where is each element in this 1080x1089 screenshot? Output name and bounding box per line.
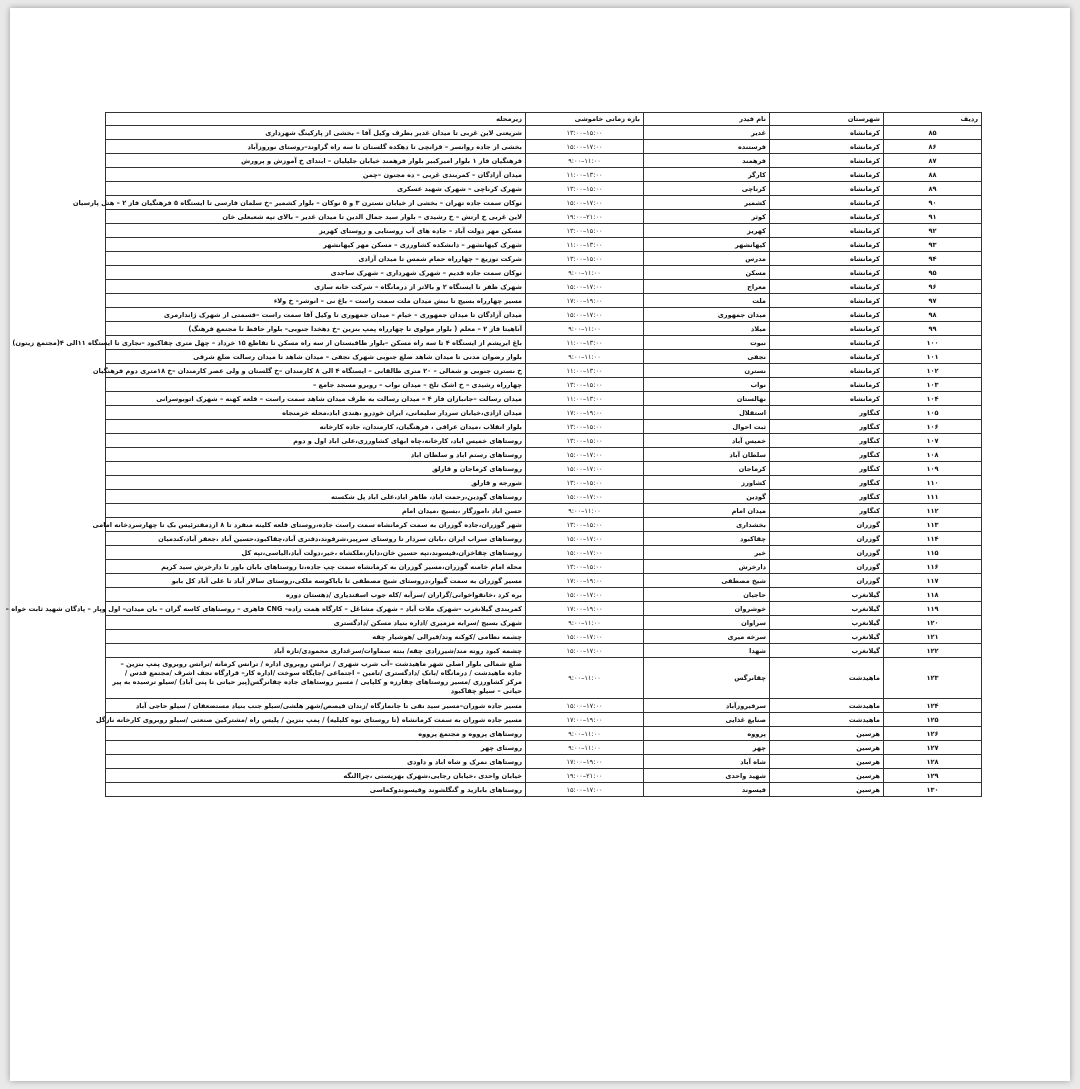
time-range-cell: ۹:۰۰–۱۱:۰۰	[526, 727, 644, 741]
feeder-cell: کشمیر	[644, 196, 770, 210]
table-row	[106, 140, 982, 154]
feeder-cell: نهالستان	[644, 392, 770, 406]
time-range-cell: ۱۵:۰۰–۱۷:۰۰	[526, 140, 644, 154]
area-cell: بلوار رضوان مدنی تا میدان شاهد ضلع جنوبی شهرک نجفی – میدان شاهد تا میدان رسالت ضلع شرقی	[106, 350, 526, 364]
city-cell: کرمانشاه	[770, 168, 884, 182]
time-range-cell: ۱۷:۰۰–۱۹:۰۰	[526, 294, 644, 308]
feeder-cell: میدان امام	[644, 504, 770, 518]
feeder-cell: میدان جمهوری	[644, 308, 770, 322]
time-range-cell: ۹:۰۰–۱۱:۰۰	[526, 616, 644, 630]
area-cell: نوکان سمت جاده قدیم – شهرک شهرداری – شهرک ساجدی	[106, 266, 526, 280]
time-range-cell: ۱۵:۰۰–۱۷:۰۰	[526, 546, 644, 560]
header-time: بازه زمانی خاموشی	[526, 113, 644, 126]
area-cell: بخشی از جاده روانسر – قزانچی تا دهکده گلستان تا سه راه گراوند–روستای نوروزآباد	[106, 140, 526, 154]
area-cell: حسن اباد ،اموزگار ،بسیج ،میدان امام	[106, 504, 526, 518]
city-cell: گیلانغرب	[770, 616, 884, 630]
area-cell: شهرک ظفر تا ایستگاه ۲ و بالاتر از درمانگاه – شرکت خانه سازی	[106, 280, 526, 294]
table-row	[106, 406, 982, 420]
table-row	[106, 490, 982, 504]
city-cell: هرسین	[770, 783, 884, 797]
row-number-cell: ۹۹	[884, 322, 982, 336]
feeder-cell: استقلال	[644, 406, 770, 420]
feeder-cell: بخشداری	[644, 518, 770, 532]
feeder-cell: سراوان	[644, 616, 770, 630]
table-row	[106, 420, 982, 434]
city-cell: کرمانشاه	[770, 364, 884, 378]
time-range-cell: ۱۹:۰۰–۲۱:۰۰	[526, 769, 644, 783]
city-cell: ماهیدشت	[770, 713, 884, 727]
feeder-cell: نجفی	[644, 350, 770, 364]
time-range-cell: ۱۱:۰۰–۱۳:۰۰	[526, 392, 644, 406]
area-cell: چهارراه رشیدی – خ اشک تلخ – میدان نواب – روبرو مسجد جامع –	[106, 378, 526, 392]
row-number-cell: ۱۱۴	[884, 532, 982, 546]
area-cell: شورجه و قارلق	[106, 476, 526, 490]
time-range-cell: ۹:۰۰–۱۱:۰۰	[526, 266, 644, 280]
row-number-cell: ۱۲۰	[884, 616, 982, 630]
city-cell: کنگاور	[770, 504, 884, 518]
city-cell: گوزران	[770, 518, 884, 532]
row-number-cell: ۹۶	[884, 280, 982, 294]
feeder-cell: چقاکبود	[644, 532, 770, 546]
table-row	[106, 476, 982, 490]
time-range-cell: ۹:۰۰–۱۱:۰۰	[526, 322, 644, 336]
time-range-cell: ۱۳:۰۰–۱۵:۰۰	[526, 378, 644, 392]
city-cell: کرمانشاه	[770, 322, 884, 336]
time-range-cell: ۹:۰۰–۱۱:۰۰	[526, 154, 644, 168]
row-number-cell: ۸۶	[884, 140, 982, 154]
area-cell: شرکت توزیع – چهارراه حمام شمس تا میدان آزادی	[106, 252, 526, 266]
row-number-cell: ۱۱۰	[884, 476, 982, 490]
feeder-cell: خیر	[644, 546, 770, 560]
city-cell: کرمانشاه	[770, 238, 884, 252]
table-row	[106, 658, 982, 699]
row-number-cell: ۱۰۳	[884, 378, 982, 392]
row-number-cell: ۹۳	[884, 238, 982, 252]
feeder-cell: نواب	[644, 378, 770, 392]
area-cell: بلوار انقلاب ،میدان عراقی ، فرهنگیان، کارمندان، جاده کارخانه	[106, 420, 526, 434]
row-number-cell: ۱۱۹	[884, 602, 982, 616]
row-number-cell: ۱۰۶	[884, 420, 982, 434]
row-number-cell: ۱۲۴	[884, 699, 982, 713]
area-cell: شهر گوزران،جاده گوزران به سمت کرمانشاه سمت راست جاده،روستای قلعه کلینه منفرد تا ۸ ازدمفترئیس بک تا چهارسردخانه امامی	[106, 518, 526, 532]
city-cell: هرسین	[770, 727, 884, 741]
area-cell: میدان آزادگان – کمربندی غربی – ده مجنون –چمن	[106, 168, 526, 182]
area-cell: میدان رسالت –جانبازان فاز ۴ – میدان رسالت به طرف میدان شاهد سمت راست – قلعه کهنه – شهرک اتوبوسرانی	[106, 392, 526, 406]
table-row	[106, 644, 982, 658]
table-body	[5, 126, 982, 797]
row-number-cell: ۱۲۱	[884, 630, 982, 644]
city-cell: کرمانشاه	[770, 182, 884, 196]
row-number-cell: ۹۰	[884, 196, 982, 210]
feeder-cell: پرووه	[644, 727, 770, 741]
area-cell: مسیر جاده شوران به سمت کرمانشاه (تا روستای نوه کلیلیه) / پمپ بنزین / پلیس راه /مشترکین صنعتی /سیلو روبروی کارخانه نازگل	[106, 713, 526, 727]
table-row	[106, 574, 982, 588]
table-row	[106, 350, 982, 364]
row-number-cell: ۱۱۷	[884, 574, 982, 588]
area-cell: روستاهای گودین،رحمت اباد، ظاهر اباد،علی اباد پل شکسته	[106, 490, 526, 504]
table-row	[106, 713, 982, 727]
area-cell: خیابان واحدی ،خیابان رجایی،شهرک بهزیستی ،چراالنگه	[106, 769, 526, 783]
area-cell: روستاهای چقاخزان،قیسوند،تپه حسین خان،دایاز،ملکشاه ،خیر،دولت آباد،الیاسی،تپه کل	[106, 546, 526, 560]
feeder-cell: شیخ مصطفی	[644, 574, 770, 588]
city-cell: هرسین	[770, 755, 884, 769]
city-cell: گیلانغرب	[770, 602, 884, 616]
area-cell: روستاهای کرماجان و قارلق	[106, 462, 526, 476]
feeder-cell: ملت	[644, 294, 770, 308]
area-cell: میدان آزادگان تا میدان جمهوری – خیام – میدان جمهوری تا وکیل آقا سمت راست –قسمتی از شهرک ژاندارمری	[106, 308, 526, 322]
city-cell: کرمانشاه	[770, 294, 884, 308]
time-range-cell: ۱۵:۰۰–۱۷:۰۰	[526, 308, 644, 322]
row-number-cell: ۱۰۰	[884, 336, 982, 350]
time-range-cell: ۱۵:۰۰–۱۷:۰۰	[526, 630, 644, 644]
row-number-cell: ۱۱۳	[884, 518, 982, 532]
table-row	[106, 238, 982, 252]
feeder-cell: غدیر	[644, 126, 770, 140]
city-cell: گوزران	[770, 546, 884, 560]
time-range-cell: ۱۳:۰۰–۱۵:۰۰	[526, 420, 644, 434]
city-cell: کنگاور	[770, 406, 884, 420]
table-row	[106, 727, 982, 741]
area-cell: روستاهای نمرک و شاه اباد و داودی	[106, 755, 526, 769]
feeder-cell: مدرس	[644, 252, 770, 266]
feeder-cell: کشاورز	[644, 476, 770, 490]
row-number-cell: ۱۱۸	[884, 588, 982, 602]
feeder-cell: سرفیروزآباد	[644, 699, 770, 713]
row-number-cell: ۱۲۸	[884, 755, 982, 769]
time-range-cell: ۱۹:۰۰–۲۱:۰۰	[526, 210, 644, 224]
feeder-cell: نسترن	[644, 364, 770, 378]
row-number-cell: ۸۸	[884, 168, 982, 182]
time-range-cell: ۱۵:۰۰–۱۷:۰۰	[526, 196, 644, 210]
table-row	[106, 434, 982, 448]
table-row	[106, 168, 982, 182]
table-row	[106, 392, 982, 406]
time-range-cell: ۱۵:۰۰–۱۷:۰۰	[526, 280, 644, 294]
area-cell: نوکان سمت جاده تهران – بخشی از خیابان نسترن ۳ و ۵ نوکان – بلوار کشمیر –خ سلمان فارسی تا ایستگاه ۵ فرهنگیان فاز ۲ – هتل پارسیان	[106, 196, 526, 210]
time-range-cell: ۱۱:۰۰–۱۳:۰۰	[526, 336, 644, 350]
time-range-cell: ۱۱:۰۰–۱۳:۰۰	[526, 238, 644, 252]
time-range-cell: ۱۵:۰۰–۱۷:۰۰	[526, 532, 644, 546]
row-number-cell: ۹۱	[884, 210, 982, 224]
time-range-cell: ۹:۰۰–۱۱:۰۰	[526, 504, 644, 518]
table-row	[106, 308, 982, 322]
city-cell: گیلانغرب	[770, 644, 884, 658]
table-row	[106, 699, 982, 713]
feeder-cell: میلاد	[644, 322, 770, 336]
feeder-cell: سلطان آباد	[644, 448, 770, 462]
feeder-cell: مسکن	[644, 266, 770, 280]
area-cell: میدان ازادی،خیابان سردار سلیمانی، ایران خودرو ،هندی اباد،محله خرمنجاه	[106, 406, 526, 420]
row-number-cell: ۱۰۸	[884, 448, 982, 462]
time-range-cell: ۱۳:۰۰–۱۵:۰۰	[526, 126, 644, 140]
header-feeder: نام فیدر	[644, 113, 770, 126]
row-number-cell: ۹۸	[884, 308, 982, 322]
time-range-cell: ۱۵:۰۰–۱۷:۰۰	[526, 462, 644, 476]
city-cell: کرمانشاه	[770, 154, 884, 168]
city-cell: کرمانشاه	[770, 378, 884, 392]
area-cell: مسیر گوزران به سمت گیوار،دروستای شیخ مصطفی تا باباکوسه ملکی،روستای سالار آباد تا علی آباد کل بابو	[106, 574, 526, 588]
row-number-cell: ۱۱۲	[884, 504, 982, 518]
table-row	[106, 755, 982, 769]
time-range-cell: ۹:۰۰–۱۱:۰۰	[526, 350, 644, 364]
row-number-cell: ۱۰۹	[884, 462, 982, 476]
time-range-cell: ۱۳:۰۰–۱۵:۰۰	[526, 434, 644, 448]
area-cell: فرهنگیان فاز ۱ بلوار امیرکبیر بلوار فرهمند خیابان جلیلیان – ابتدای خ آموزش و پرورش	[106, 154, 526, 168]
time-range-cell: ۱۷:۰۰–۱۹:۰۰	[526, 602, 644, 616]
area-cell: شهرک بسیج /سرابه مزمیری /اداره بنیاد مسکن /دادگستری	[106, 616, 526, 630]
row-number-cell: ۸۹	[884, 182, 982, 196]
document-page	[5, 8, 1070, 1081]
feeder-cell: حاجیان	[644, 588, 770, 602]
city-cell: کرمانشاه	[770, 308, 884, 322]
feeder-cell: خمیس آباد	[644, 434, 770, 448]
row-number-cell: ۹۲	[884, 224, 982, 238]
time-range-cell: ۱۵:۰۰–۱۷:۰۰	[526, 783, 644, 797]
area-cell: چشمه کبود روته مند/شیرزادی چقه/ بنته سماوات/سرغداری محمودی/تازه آباد	[106, 644, 526, 658]
city-cell: کرمانشاه	[770, 210, 884, 224]
area-cell: شهرک کیهانشهر – دانشکده کشاورزی – مسکن مهر کیهانشهر	[106, 238, 526, 252]
area-cell: آناهیتا فاز ۲ – معلم ( بلوار مولوی تا چهارراه پمپ بنزین –خ دهخدا جنوبی– بلوار حافظ تا مجتمع فرهنگ)	[106, 322, 526, 336]
row-number-cell: ۱۲۷	[884, 741, 982, 755]
feeder-cell: فرهمند	[644, 154, 770, 168]
area-cell: مسیر جاده شوران–مسیر سید نقی تا جانمازگاه /زندان قیصص/شهر هلشی/سیلو جنب بنیاد مستضعفان / سیلو حاجی آباد	[106, 699, 526, 713]
header-row-number: ردیف	[884, 113, 982, 126]
row-number-cell: ۱۱۱	[884, 490, 982, 504]
time-range-cell: ۱۵:۰۰–۱۷:۰۰	[526, 448, 644, 462]
area-cell: روستاهای بابازید و گنگلشوند وقیسوندوکماسی	[106, 783, 526, 797]
row-number-cell: ۱۰۷	[884, 434, 982, 448]
row-number-cell: ۱۰۱	[884, 350, 982, 364]
time-range-cell: ۱۵:۰۰–۱۷:۰۰	[526, 588, 644, 602]
table-row	[106, 532, 982, 546]
time-range-cell: ۱۷:۰۰–۱۹:۰۰	[526, 574, 644, 588]
time-range-cell: ۹:۰۰–۱۱:۰۰	[526, 658, 644, 699]
table-row	[106, 182, 982, 196]
feeder-cell: کوثر	[644, 210, 770, 224]
area-cell: کمربندی گیلانغرب –شهرک ملات آباد – شهرک مشاغل – کارگاه همت زاده– CNG قاهری – روستاهای کاسه گران – بان میدان– اول وپار – پادگان شهید ثابت خواه –	[106, 602, 526, 616]
table-row	[106, 769, 982, 783]
time-range-cell: ۱۳:۰۰–۱۵:۰۰	[526, 518, 644, 532]
row-number-cell: ۱۰۲	[884, 364, 982, 378]
city-cell: کرمانشاه	[770, 266, 884, 280]
table-row	[106, 266, 982, 280]
city-cell: کرمانشاه	[770, 336, 884, 350]
area-cell: مسکن مهر دولت آباد – جاده های آب روستایی و روستای کهریز	[106, 224, 526, 238]
city-cell: گوزران	[770, 560, 884, 574]
header-city: شهرستان	[770, 113, 884, 126]
table-row	[106, 252, 982, 266]
row-number-cell: ۱۲۵	[884, 713, 982, 727]
city-cell: کنگاور	[770, 420, 884, 434]
feeder-cell: ثبت احوال	[644, 420, 770, 434]
table-row	[106, 741, 982, 755]
time-range-cell: ۱۵:۰۰–۱۷:۰۰	[526, 644, 644, 658]
area-cell: چشمه نظامی /کوکنه وند/قیرالی /هوشیار چقه	[106, 630, 526, 644]
table-row	[106, 783, 982, 797]
row-number-cell: ۱۰۵	[884, 406, 982, 420]
time-range-cell: ۱۳:۰۰–۱۵:۰۰	[526, 224, 644, 238]
city-cell: کرمانشاه	[770, 140, 884, 154]
time-range-cell: ۱۷:۰۰–۱۹:۰۰	[526, 713, 644, 727]
row-number-cell: ۸۵	[884, 126, 982, 140]
row-number-cell: ۹۴	[884, 252, 982, 266]
feeder-cell: شهدا	[644, 644, 770, 658]
city-cell: کنگاور	[770, 448, 884, 462]
area-cell: محله امام خامنه گوزران،مسیر گوزران به کرمانشاه سمت چپ جاده،تا روستاهای بابان باور تا دارخرش سید کریم	[106, 560, 526, 574]
city-cell: کنگاور	[770, 434, 884, 448]
feeder-cell: شاه آباد	[644, 755, 770, 769]
row-number-cell: ۱۱۵	[884, 546, 982, 560]
outage-schedule-table	[5, 112, 982, 797]
row-number-cell: ۸۷	[884, 154, 982, 168]
row-number-cell: ۱۲۳	[884, 658, 982, 699]
city-cell: کنگاور	[770, 462, 884, 476]
area-cell: روستای چهر	[106, 741, 526, 755]
table-row	[106, 294, 982, 308]
city-cell: ماهیدشت	[770, 658, 884, 699]
time-range-cell: ۹:۰۰–۱۱:۰۰	[526, 741, 644, 755]
area-cell: روستاهای سراب ایران ،بابان سردار تا روستای سرپیر،شرفوند،دفتری آباد،چقاکبود،حسین آباد ،جعفر آباد،کندمیان	[106, 532, 526, 546]
table-row	[106, 126, 982, 140]
area-cell: روستاهای پرووه و مجتمع پرووه	[106, 727, 526, 741]
table-row	[106, 322, 982, 336]
area-cell: شریعتی لاین غربی تا میدان غدیر بطرف وکیل آقا – بخشی از پارکینگ شهرداری	[106, 126, 526, 140]
time-range-cell: ۱۷:۰۰–۱۹:۰۰	[526, 755, 644, 769]
table-row	[106, 602, 982, 616]
feeder-cell: دارخرش	[644, 560, 770, 574]
area-cell: بره کرد ،خانقواخوانی/گراران /سرآبه /کله جوب اسفندیاری /دهستان دوره	[106, 588, 526, 602]
feeder-cell: معراج	[644, 280, 770, 294]
city-cell: گوزران	[770, 574, 884, 588]
time-range-cell: ۱۵:۰۰–۱۷:۰۰	[526, 699, 644, 713]
table-header-row	[106, 113, 982, 126]
table-row	[106, 560, 982, 574]
area-cell: شهرک کرناچی – شهرک شهید عسکری	[106, 182, 526, 196]
feeder-cell: صنایع غذایی	[644, 713, 770, 727]
row-number-cell: ۱۲۲	[884, 644, 982, 658]
time-range-cell: ۱۳:۰۰–۱۵:۰۰	[526, 252, 644, 266]
table-row	[106, 224, 982, 238]
city-cell: کرمانشاه	[770, 392, 884, 406]
row-number-cell: ۹۷	[884, 294, 982, 308]
city-cell: گیلانغرب	[770, 630, 884, 644]
table-row	[106, 630, 982, 644]
time-range-cell: ۱۷:۰۰–۱۹:۰۰	[526, 406, 644, 420]
feeder-cell: فرستنده	[644, 140, 770, 154]
feeder-cell: نبوت	[644, 336, 770, 350]
header-area: زیرمحله	[106, 113, 526, 126]
row-number-cell: ۱۲۶	[884, 727, 982, 741]
city-cell: کرمانشاه	[770, 252, 884, 266]
city-cell: کنگاور	[770, 490, 884, 504]
area-cell: روستاهای رستم اباد و سلطان اباد	[106, 448, 526, 462]
feeder-cell: قیسوند	[644, 783, 770, 797]
row-number-cell: ۹۵	[884, 266, 982, 280]
feeder-cell: چقانرگس	[644, 658, 770, 699]
row-number-cell: ۱۰۴	[884, 392, 982, 406]
table-row	[106, 280, 982, 294]
table-row	[106, 462, 982, 476]
area-cell: خ نسترن جنوبی و شمالی – ۲۰ متری طالقانی – ایستگاه ۴ الی ۸ کارمندان –خ گلستان و ولی عصر کارمندان –خ ۱۸متری دوم فرهنگیان	[106, 364, 526, 378]
feeder-cell: کرناچی	[644, 182, 770, 196]
feeder-cell: سرخه میری	[644, 630, 770, 644]
table-row	[106, 336, 982, 350]
row-number-cell: ۱۲۹	[884, 769, 982, 783]
feeder-cell: کیهانشهر	[644, 238, 770, 252]
row-number-cell: ۱۱۶	[884, 560, 982, 574]
time-range-cell: ۱۱:۰۰–۱۳:۰۰	[526, 364, 644, 378]
city-cell: گوزران	[770, 532, 884, 546]
city-cell: گیلانغرب	[770, 588, 884, 602]
city-cell: کرمانشاه	[770, 224, 884, 238]
table-row	[106, 518, 982, 532]
area-cell: لاین غربی خ ارتش – خ رشیدی – بلوار سید جمال الدین تا میدان غدیر – بالای تپه شعبعلی خان	[106, 210, 526, 224]
city-cell: هرسین	[770, 741, 884, 755]
feeder-cell: کارگر	[644, 168, 770, 182]
time-range-cell: ۱۱:۰۰–۱۳:۰۰	[526, 168, 644, 182]
table-row	[106, 504, 982, 518]
feeder-cell: خوشروان	[644, 602, 770, 616]
area-cell: مسیر چهارراه بسیج تا نبش میدان ملت سمت راست – باغ نی – انوشر– خ ولاء	[106, 294, 526, 308]
time-range-cell: ۱۵:۰۰–۱۷:۰۰	[526, 490, 644, 504]
row-number-cell: ۱۳۰	[884, 783, 982, 797]
area-cell: ضلع شمالی بلوار اصلی شهر ماهیدشت –آب شرب شهری / ترانس روبروی اداره / ترانس کرمانه /ترانس روبروی پمپ بنزین –جاده ماهیدشت / درمانگاه /بانک /دادگستری /تامین – اجتماعی /جایگاه سوخت /اداره کار– قرارگاه نجف اشرف /مجتمع قدس /مرکز کشاورزی /مسیر روستاهای چقارزه و کلیایی / مسیر روستاهای جاده چقانرگس(پیر حیاتی تا پنی آباد) /سیلو ترسیده به پیر حیاتی – سیلو چقاکبود	[106, 658, 526, 699]
city-cell: کرمانشاه	[770, 350, 884, 364]
city-cell: کنگاور	[770, 476, 884, 490]
feeder-cell: کرماجان	[644, 462, 770, 476]
time-range-cell: ۱۳:۰۰–۱۵:۰۰	[526, 560, 644, 574]
table-row	[106, 378, 982, 392]
city-cell: کرمانشاه	[770, 196, 884, 210]
feeder-cell: چهر	[644, 741, 770, 755]
feeder-cell: گودین	[644, 490, 770, 504]
area-cell: روستاهای خمیس اباد، کارخانه،چاه ابهای کشاورزی،علی اباد اول و دوم	[106, 434, 526, 448]
city-cell: کرمانشاه	[770, 126, 884, 140]
city-cell: ماهیدشت	[770, 699, 884, 713]
table-row	[106, 546, 982, 560]
table-row	[106, 588, 982, 602]
feeder-cell: کهریز	[644, 224, 770, 238]
time-range-cell: ۱۳:۰۰–۱۵:۰۰	[526, 182, 644, 196]
city-cell: هرسین	[770, 769, 884, 783]
city-cell: کرمانشاه	[770, 280, 884, 294]
table-row	[106, 364, 982, 378]
table-row	[106, 616, 982, 630]
table-row	[106, 154, 982, 168]
area-cell: باغ ابریشم از ایستگاه ۴ تا سه راه مسکن –بلوار طاقبستان از سه راه مسکن تا تقاطع ۱۵ خرداد – چهل متری چقاکبود –نجاری تا ایستگاه ۱۱الی ۴(مجتمع زیتون)	[106, 336, 526, 350]
table-row	[106, 448, 982, 462]
table-row	[106, 210, 982, 224]
table-row	[106, 196, 982, 210]
feeder-cell: شهید واحدی	[644, 769, 770, 783]
time-range-cell: ۱۳:۰۰–۱۵:۰۰	[526, 476, 644, 490]
